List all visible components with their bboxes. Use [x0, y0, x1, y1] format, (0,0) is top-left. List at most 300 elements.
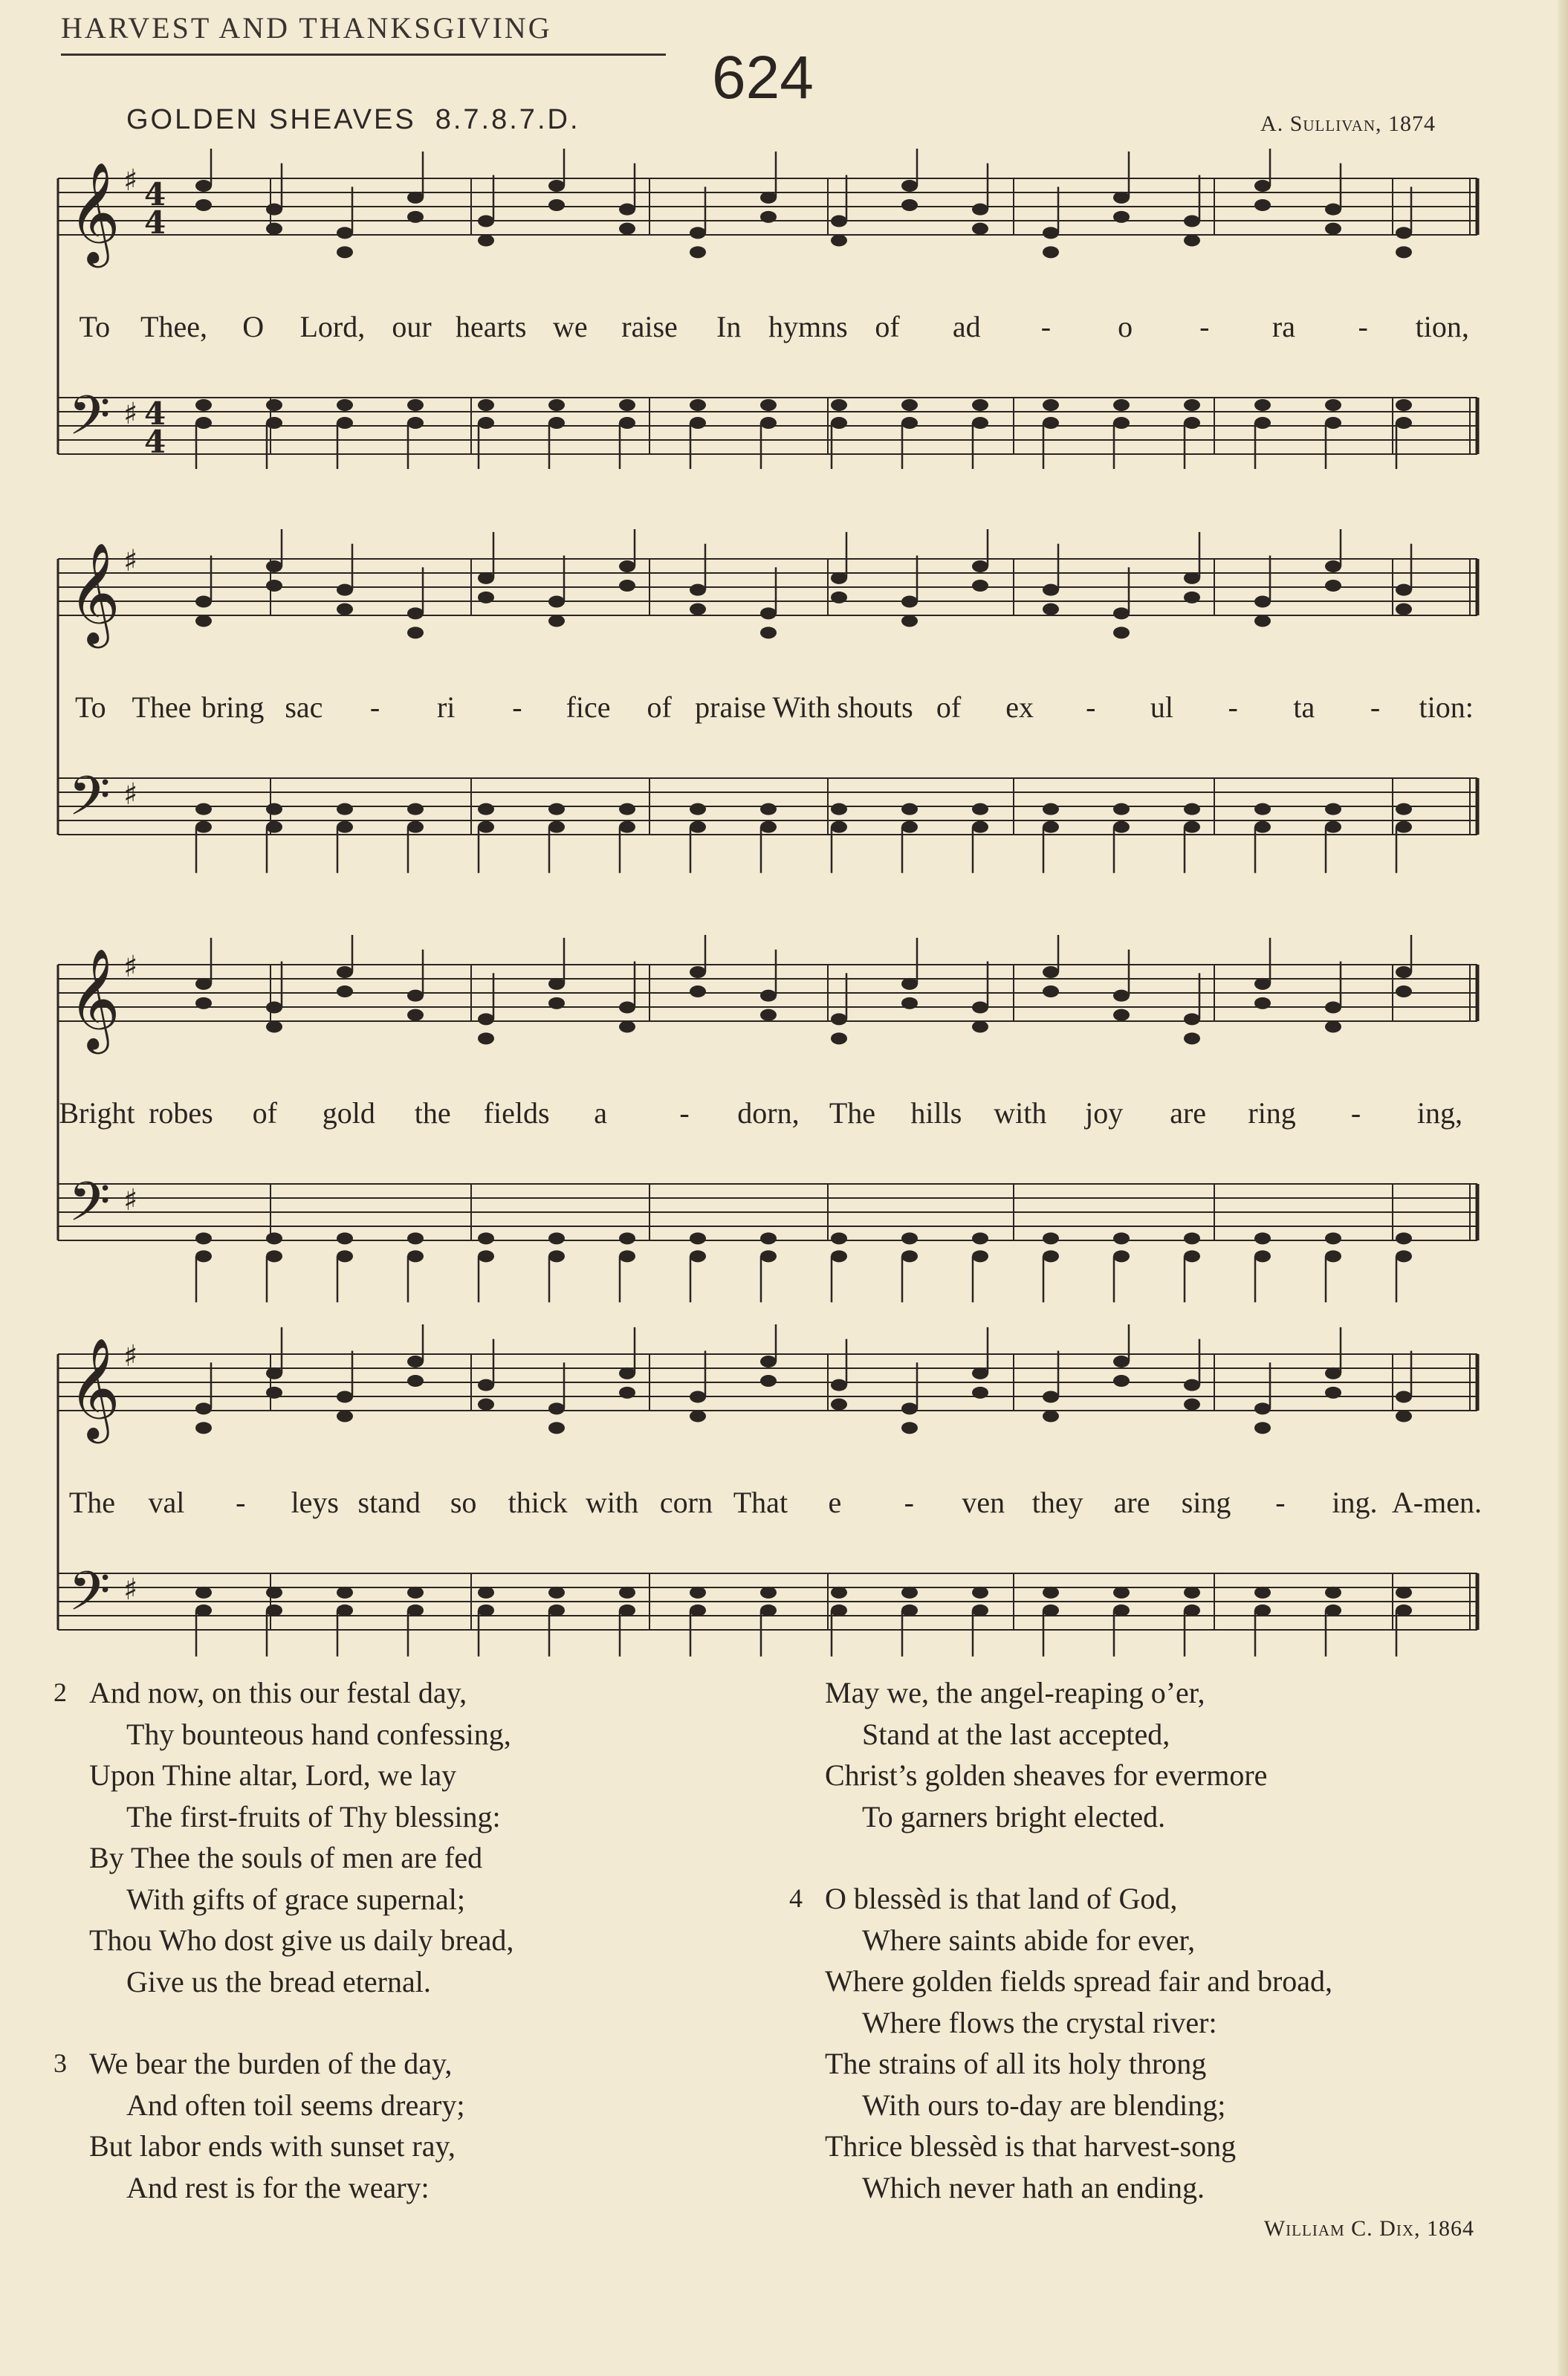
lyric-syllable: joy — [1085, 1096, 1124, 1130]
notehead — [266, 560, 282, 572]
verse-line: Thou Who dost give us daily bread, — [89, 1923, 514, 1957]
notehead — [1184, 803, 1200, 815]
verse-column-right — [789, 1672, 1509, 2249]
notehead — [1043, 1605, 1059, 1616]
lyric-syllable: we — [553, 310, 588, 343]
lyric-line-3 — [55, 1095, 1482, 1133]
notehead — [760, 1375, 777, 1387]
notehead — [901, 1587, 918, 1599]
notehead — [548, 821, 565, 833]
notehead — [478, 1587, 494, 1599]
verse-line: May we, the angel-reaping o’er, — [825, 1676, 1205, 1709]
verse-4 — [789, 1878, 1509, 2208]
bass-clef-icon: 𝄢 — [68, 383, 111, 460]
section-rule — [61, 54, 666, 56]
lyric-syllable: - — [369, 690, 380, 724]
notehead — [901, 821, 918, 833]
notehead — [831, 1032, 847, 1044]
sharp-icon: ♯ — [123, 1339, 138, 1373]
notehead — [619, 223, 635, 235]
notehead — [407, 803, 424, 815]
notehead — [1184, 1250, 1200, 1262]
notehead — [1043, 1587, 1059, 1599]
notehead — [1325, 1250, 1341, 1262]
notehead — [1396, 821, 1412, 833]
notehead — [548, 1232, 565, 1244]
notehead — [690, 227, 706, 239]
notehead — [619, 1250, 635, 1262]
notehead — [266, 1387, 282, 1399]
notehead — [972, 1002, 988, 1014]
notehead — [972, 1587, 988, 1599]
lyric-syllable: hymns — [768, 310, 848, 343]
notehead — [548, 1605, 565, 1616]
notehead — [1113, 803, 1130, 815]
verse-line: To garners bright elected. — [862, 1799, 1166, 1833]
lyric-syllable: O — [242, 310, 265, 343]
notehead — [619, 580, 635, 592]
lyric-syllable: fice — [566, 690, 611, 724]
notehead — [831, 235, 847, 247]
notehead — [690, 584, 706, 596]
notehead — [831, 592, 847, 603]
notehead — [337, 399, 353, 411]
verse-column-left — [54, 1672, 773, 2249]
notehead — [831, 1399, 847, 1411]
bass-clef-icon: 𝄢 — [68, 1559, 111, 1636]
notehead — [266, 399, 282, 411]
notehead — [1396, 1587, 1412, 1599]
notehead — [1325, 1021, 1341, 1033]
verse-line: Where saints abide for ever, — [862, 1923, 1196, 1957]
notehead — [901, 1232, 918, 1244]
time-signature-digit: 4 — [144, 204, 166, 241]
notehead — [1184, 1032, 1200, 1044]
notehead — [195, 1232, 212, 1244]
notehead — [548, 417, 565, 429]
notehead — [266, 1232, 282, 1244]
lyric-syllable: That — [733, 1486, 788, 1519]
notehead — [1043, 1411, 1059, 1422]
notehead — [1113, 1232, 1130, 1244]
notehead — [266, 204, 282, 216]
music-staves — [55, 935, 1482, 1336]
lyric-syllable: sac — [285, 690, 323, 724]
notehead — [760, 1605, 777, 1616]
author-year: 1864 — [1427, 2216, 1474, 2241]
notehead — [1254, 978, 1271, 990]
lyric-syllable: A-men. — [1391, 1486, 1482, 1519]
verse-line: We bear the burden of the day, — [89, 2047, 453, 2080]
notehead — [266, 1605, 282, 1616]
lyric-syllable: are — [1113, 1486, 1150, 1519]
notehead — [1325, 1367, 1341, 1379]
music-system-2 — [55, 529, 1482, 930]
notehead — [831, 417, 847, 429]
composer-credit: A. Sullivan, 1874 — [1260, 111, 1436, 136]
lyric-syllable: To — [79, 310, 111, 343]
notehead — [972, 821, 988, 833]
notehead — [1113, 1356, 1130, 1367]
verse-3-continued — [825, 1672, 1509, 1837]
verse-line: And often toil seems dreary; — [126, 2088, 465, 2122]
notehead — [760, 990, 777, 1002]
notehead — [337, 227, 353, 239]
notehead — [690, 966, 706, 978]
notehead — [1396, 603, 1412, 615]
lyric-syllable: ex — [1005, 690, 1034, 724]
notehead — [1254, 199, 1271, 211]
sharp-icon: ♯ — [123, 777, 138, 812]
notehead — [548, 399, 565, 411]
notehead — [690, 1250, 706, 1262]
notehead — [972, 399, 988, 411]
lyric-syllable: thick — [508, 1486, 568, 1519]
notehead — [548, 1250, 565, 1262]
sharp-icon: ♯ — [123, 950, 138, 984]
notehead — [478, 235, 494, 247]
notehead — [1325, 399, 1341, 411]
notehead — [548, 803, 565, 815]
lyric-syllable: val — [148, 1486, 185, 1519]
notehead — [619, 204, 635, 216]
lyric-syllable: they — [1031, 1486, 1083, 1519]
notehead — [1396, 803, 1412, 815]
lyric-syllable: raise — [621, 310, 678, 343]
notehead — [195, 399, 212, 411]
notehead — [548, 180, 565, 192]
notehead — [619, 821, 635, 833]
notehead — [690, 603, 706, 615]
notehead — [1254, 1422, 1271, 1434]
notehead — [548, 1402, 565, 1414]
notehead — [1254, 803, 1271, 815]
notehead — [690, 821, 706, 833]
lyric-syllable: gold — [322, 1096, 375, 1130]
notehead — [1396, 417, 1412, 429]
notehead — [195, 1605, 212, 1616]
notehead — [1254, 417, 1271, 429]
notehead — [407, 1356, 424, 1367]
tune-meter: 8.7.8.7.D. — [435, 104, 580, 135]
lyric-syllable: a — [594, 1096, 607, 1130]
notehead — [619, 1387, 635, 1399]
page-edge — [1558, 0, 1568, 2376]
music-staves — [55, 149, 1482, 550]
notehead — [760, 1250, 777, 1262]
lyric-syllable: - — [679, 1096, 690, 1130]
notehead — [901, 417, 918, 429]
notehead — [619, 1367, 635, 1379]
verse-line: Stand at the last accepted, — [862, 1717, 1170, 1751]
lyric-syllable: Thee, — [140, 310, 207, 343]
notehead — [619, 1002, 635, 1014]
verse-line: O blessèd is that land of God, — [825, 1882, 1178, 1915]
tune-line — [126, 104, 600, 136]
notehead — [760, 1009, 777, 1021]
notehead — [901, 180, 918, 192]
author-credit: William C. Dix, 1864 — [1263, 2216, 1474, 2241]
notehead — [619, 1232, 635, 1244]
notehead — [760, 1232, 777, 1244]
lyric-syllable: ing. — [1332, 1486, 1378, 1519]
lyric-syllable: shouts — [837, 690, 913, 724]
composer-year: 1874 — [1388, 111, 1436, 136]
time-signature-digit: 4 — [144, 395, 166, 432]
notehead — [831, 572, 847, 584]
notehead — [1325, 1232, 1341, 1244]
notehead — [1396, 966, 1412, 978]
lyric-syllable: of — [936, 690, 962, 724]
notehead — [337, 803, 353, 815]
lyric-syllable: ad — [952, 310, 981, 343]
notehead — [266, 821, 282, 833]
treble-clef-icon: 𝄞 — [68, 1336, 120, 1439]
sharp-icon: ♯ — [123, 164, 138, 198]
notehead — [901, 596, 918, 608]
verse-line: Thrice blessèd is that harvest-song — [825, 2129, 1237, 2163]
notehead — [1396, 985, 1412, 997]
notehead — [1325, 223, 1341, 235]
notehead — [1325, 803, 1341, 815]
notehead — [1396, 246, 1412, 258]
lyric-line-2 — [55, 690, 1482, 727]
lyric-syllable: praise — [695, 690, 766, 724]
notehead — [901, 1402, 918, 1414]
notehead — [1184, 572, 1200, 584]
notehead — [972, 417, 988, 429]
lyric-syllable: - — [904, 1486, 914, 1519]
lyric-syllable: of — [252, 1096, 277, 1130]
notehead — [831, 821, 847, 833]
notehead — [690, 1411, 706, 1422]
notehead — [619, 399, 635, 411]
notehead — [1325, 1387, 1341, 1399]
lyric-syllable: - — [1350, 1096, 1361, 1130]
notehead — [1254, 399, 1271, 411]
notehead — [619, 560, 635, 572]
notehead — [266, 223, 282, 235]
notehead — [972, 204, 988, 216]
notehead — [337, 985, 353, 997]
notehead — [195, 199, 212, 211]
notehead — [1113, 399, 1130, 411]
notehead — [1254, 1605, 1271, 1616]
lyric-syllable: tion: — [1419, 690, 1474, 724]
notehead — [195, 997, 212, 1009]
notehead — [195, 821, 212, 833]
notehead — [760, 607, 777, 619]
notehead — [1043, 1232, 1059, 1244]
verse-line: Where flows the crystal river: — [862, 2005, 1217, 2039]
verse-line: Give us the bread eternal. — [126, 1964, 431, 1998]
notehead — [690, 399, 706, 411]
lyric-syllable: - — [1040, 310, 1052, 343]
notehead — [337, 603, 353, 615]
notehead — [1043, 417, 1059, 429]
notehead — [266, 417, 282, 429]
notehead — [901, 615, 918, 627]
lyric-syllable: - — [1086, 690, 1096, 724]
notehead — [478, 1032, 494, 1044]
lyric-syllable: The — [68, 1486, 116, 1519]
notehead — [478, 1399, 494, 1411]
notehead — [195, 1422, 212, 1434]
notehead — [690, 1232, 706, 1244]
notehead — [1184, 399, 1200, 411]
notehead — [407, 1587, 424, 1599]
notehead — [407, 1232, 424, 1244]
section-header: HARVEST AND THANKSGIVING — [61, 11, 552, 45]
notehead — [1254, 1232, 1271, 1244]
verse-line: And rest is for the weary: — [126, 2170, 430, 2204]
notehead — [1254, 1250, 1271, 1262]
lyric-syllable: are — [1170, 1096, 1207, 1130]
verse-line: With ours to-day are blending; — [862, 2088, 1226, 2122]
notehead — [760, 1356, 777, 1367]
lyric-syllable: so — [450, 1486, 477, 1519]
notehead — [1254, 596, 1271, 608]
notehead — [1043, 985, 1059, 997]
notehead — [972, 560, 988, 572]
notehead — [266, 1002, 282, 1014]
notehead — [337, 1587, 353, 1599]
lyric-syllable: hearts — [455, 310, 527, 343]
notehead — [1396, 584, 1412, 596]
notehead — [195, 417, 212, 429]
notehead — [1325, 821, 1341, 833]
notehead — [195, 596, 212, 608]
notehead — [1113, 607, 1130, 619]
verse-line: The first-fruits of Thy blessing: — [126, 1799, 501, 1833]
notehead — [195, 803, 212, 815]
sharp-icon: ♯ — [123, 397, 138, 431]
lyric-syllable: tion, — [1415, 310, 1469, 343]
lyric-syllable: hills — [910, 1096, 962, 1130]
notehead — [1113, 1375, 1130, 1387]
lyric-syllable: - — [1199, 310, 1210, 343]
lyric-syllable: ri — [436, 690, 456, 724]
lyric-syllable: with — [585, 1486, 639, 1519]
lyric-syllable: of — [647, 690, 672, 724]
notehead — [266, 1021, 282, 1033]
lyric-syllable: dorn, — [737, 1096, 800, 1130]
notehead — [690, 417, 706, 429]
notehead — [972, 803, 988, 815]
notehead — [1113, 821, 1130, 833]
notehead — [548, 978, 565, 990]
lyric-syllable: the — [414, 1096, 451, 1130]
verse-number: 4 — [789, 1883, 803, 1913]
notehead — [760, 821, 777, 833]
notehead — [1184, 1399, 1200, 1411]
notehead — [1043, 227, 1059, 239]
notehead — [1325, 1605, 1341, 1616]
notehead — [760, 399, 777, 411]
notehead — [1325, 560, 1341, 572]
notehead — [901, 803, 918, 815]
notehead — [407, 417, 424, 429]
notehead — [831, 1013, 847, 1025]
notehead — [1113, 627, 1130, 638]
time-signature-digit: 4 — [144, 424, 166, 460]
notehead — [972, 1367, 988, 1379]
notehead — [478, 1250, 494, 1262]
notehead — [972, 223, 988, 235]
notehead — [337, 1391, 353, 1403]
lyric-syllable: To — [75, 690, 106, 724]
notehead — [1254, 821, 1271, 833]
notehead — [337, 821, 353, 833]
notehead — [548, 1587, 565, 1599]
notehead — [478, 1232, 494, 1244]
composer-name: A. Sullivan — [1260, 111, 1376, 136]
sharp-icon: ♯ — [123, 544, 138, 578]
notehead — [548, 1422, 565, 1434]
verse-line: Which never hath an ending. — [862, 2170, 1205, 2204]
notehead — [1325, 417, 1341, 429]
notehead — [1254, 1402, 1271, 1414]
notehead — [548, 997, 565, 1009]
notehead — [690, 1587, 706, 1599]
bass-clef-icon: 𝄢 — [68, 1170, 111, 1246]
notehead — [195, 978, 212, 990]
lyric-syllable: - — [1370, 690, 1381, 724]
lyric-syllable: With — [772, 690, 831, 724]
lyric-syllable: - — [236, 1486, 246, 1519]
sharp-icon: ♯ — [123, 1183, 138, 1217]
lyric-syllable: of — [875, 310, 900, 343]
notehead — [831, 803, 847, 815]
notehead — [407, 1250, 424, 1262]
notehead — [1396, 227, 1412, 239]
notehead — [1254, 615, 1271, 627]
notehead — [901, 997, 918, 1009]
notehead — [478, 1379, 494, 1391]
lyric-syllable: In — [716, 310, 742, 343]
notehead — [1113, 1009, 1130, 1021]
lyric-syllable: ring — [1248, 1096, 1296, 1130]
notehead — [1325, 580, 1341, 592]
notehead — [760, 417, 777, 429]
notehead — [1113, 211, 1130, 223]
notehead — [407, 1605, 424, 1616]
notehead — [619, 1021, 635, 1033]
notehead — [972, 1232, 988, 1244]
lyric-syllable: o — [1118, 310, 1133, 343]
notehead — [1043, 803, 1059, 815]
notehead — [619, 1605, 635, 1616]
music-staves — [55, 529, 1482, 930]
notehead — [337, 966, 353, 978]
notehead — [831, 1379, 847, 1391]
notehead — [831, 1250, 847, 1262]
verse-number: 2 — [54, 1677, 67, 1707]
notehead — [266, 1250, 282, 1262]
lyric-syllable: robes — [149, 1096, 213, 1130]
notehead — [407, 607, 424, 619]
verse-3 — [54, 2043, 773, 2208]
hymn-number: 624 — [712, 44, 814, 111]
notehead — [831, 1232, 847, 1244]
bass-clef-icon: 𝄢 — [68, 764, 111, 841]
treble-clef-icon: 𝄞 — [68, 161, 120, 263]
notehead — [1184, 216, 1200, 227]
notehead — [1184, 417, 1200, 429]
notehead — [831, 399, 847, 411]
lyric-syllable: sing — [1181, 1486, 1231, 1519]
notehead — [337, 1411, 353, 1422]
